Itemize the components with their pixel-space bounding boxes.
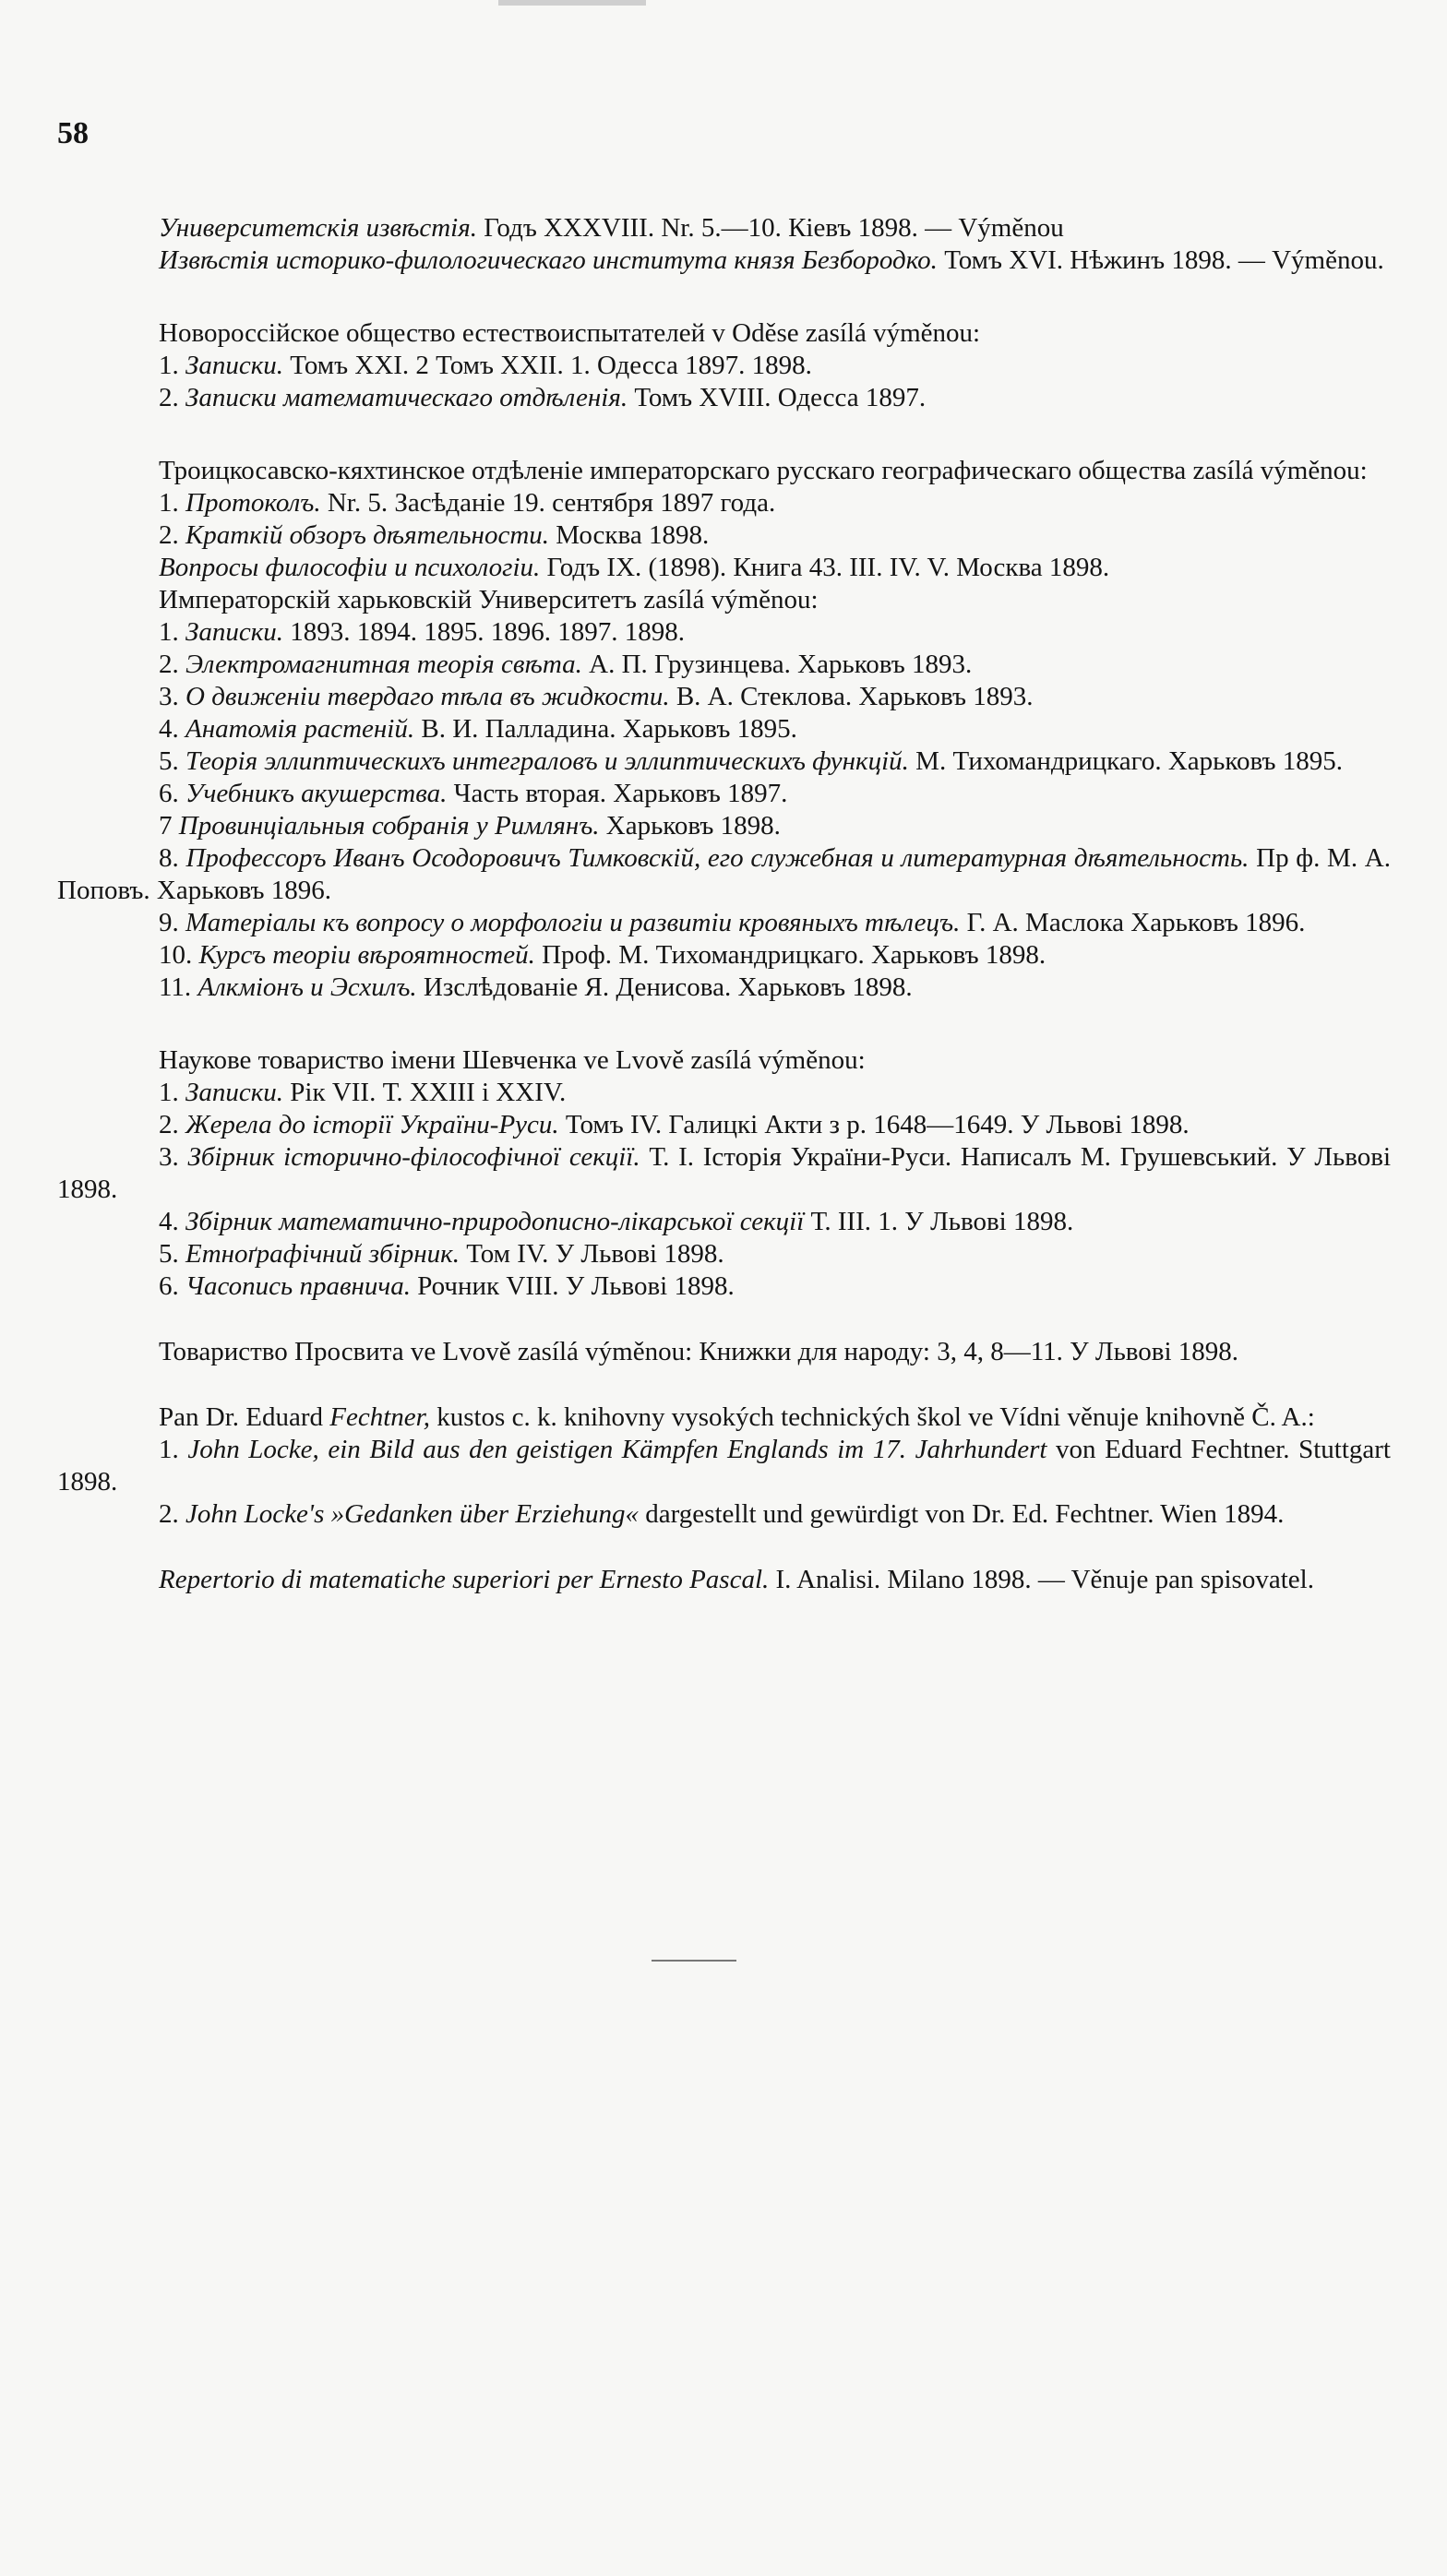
text-run: Часть вторая. Харьковъ 1897. (447, 779, 788, 808)
italic-title: Анатомія растеній. (185, 714, 415, 744)
text-run: 2. (159, 520, 185, 550)
paragraph-gap (57, 277, 1391, 317)
text-run: Годъ IX. (1898). Книга 43. III. IV. V. Москва 1898. (540, 553, 1110, 582)
text-line-l33 (57, 1564, 1391, 1596)
text-line-l23 (57, 1077, 1391, 1109)
text-run: dargestellt und gewürdigt von Dr. Ed. Fechtner. Wien 1894. (639, 1499, 1285, 1529)
text-run: Томъ XXI. 2 Томъ XXII. 1. Одесса 1897. 1898. (283, 351, 812, 380)
text-run: 9. (159, 908, 185, 937)
text-run: kustos c. k. knihovny vysokých technických škol ve Vídni věnuje knihovně Č. A.: (429, 1402, 1315, 1432)
text-run: Томъ XVI. Нѣжинъ 1898. — Výměnou. (937, 245, 1384, 275)
text-run: 11. (159, 972, 198, 1002)
text-line-l29 (57, 1336, 1391, 1368)
text-line-l26 (57, 1206, 1391, 1238)
text-run: 2. (159, 1499, 185, 1529)
text-run: Pan Dr. Eduard (159, 1402, 330, 1432)
text-run: Том IV. У Львові 1898. (459, 1239, 724, 1269)
italic-title: John Locke's »Gedanken über Erziehung« (185, 1499, 640, 1529)
text-run: 4. (159, 1207, 185, 1236)
text-line-l28 (57, 1270, 1391, 1303)
italic-title: Записки. (185, 351, 284, 380)
paragraph-gap (57, 1004, 1391, 1044)
text-run: 1. (159, 351, 185, 380)
text-line-l31 (57, 1434, 1391, 1498)
italic-title: Профессоръ Иванъ Осодоровичъ Тимковскій, его служебная и литературная дѣятельность. (185, 843, 1250, 873)
text-line-l11 (57, 616, 1391, 649)
text-line-l5 (57, 382, 1391, 414)
text-line-l12 (57, 649, 1391, 681)
italic-title: Университетскія извѣстія. (159, 213, 477, 243)
text-run: 5. (159, 1239, 185, 1269)
text-run: 2. (159, 650, 185, 679)
text-line-l13 (57, 681, 1391, 713)
text-line-l1 (57, 212, 1391, 244)
text-run: Рік VII. Т. XXIII і XXIV. (283, 1078, 567, 1107)
italic-title: Учебникъ акушерства. (185, 779, 448, 808)
text-line-l21 (57, 972, 1391, 1004)
text-line-l6 (57, 455, 1391, 487)
text-line-l25 (57, 1141, 1391, 1206)
text-run: 3. (159, 1142, 188, 1172)
text-run: Москва 1898. (549, 520, 710, 550)
text-line-l17 (57, 810, 1391, 842)
text-line-l18 (57, 842, 1391, 907)
text-line-l3 (57, 317, 1391, 350)
text-line-l20 (57, 939, 1391, 972)
text-line-l15 (57, 745, 1391, 778)
text-run: 6. (159, 779, 185, 808)
text-run: Томъ XVIII. Одесса 1897. (628, 383, 927, 412)
text-line-l9 (57, 552, 1391, 584)
text-run: М. Тихомандрицкаго. Харьковъ 1895. (908, 746, 1343, 776)
text-run: von Eduard Fechtner. Stuttgart 1898. (57, 1435, 1391, 1497)
text-line-l22 (57, 1044, 1391, 1077)
italic-title: Протоколъ. (185, 488, 321, 518)
text-run: Г. А. Маслока Харьковъ 1896. (960, 908, 1306, 937)
text-run: 1. (159, 1435, 188, 1464)
text-line-l30 (57, 1401, 1391, 1434)
italic-title: Записки математическаго отдѣленія. (185, 383, 628, 412)
italic-title: Записки. (185, 1078, 284, 1107)
text-run: 1. (159, 617, 185, 647)
text-run: Т. III. 1. У Львові 1898. (804, 1207, 1074, 1236)
italic-title: Краткій обзоръ дѣятельности. (185, 520, 550, 550)
paragraph-gap (57, 1368, 1391, 1401)
italic-title: Часопись правнича. (185, 1271, 412, 1301)
text-run: Годъ XXXVIII. Nr. 5.—10. Кіевъ 1898. — Výměnou (476, 213, 1064, 243)
italic-title: Алкміонъ и Эсхилъ. (197, 972, 417, 1002)
text-run: Троицкосавско-кяхтинское отдѣленіе императорскаго русскаго географическаго общества zasílá výměnou: (159, 456, 1368, 485)
page-number: 58 (57, 116, 89, 150)
text-line-l16 (57, 778, 1391, 810)
text-run: Nr. 5. Засѣданіе 19. сентября 1897 года. (320, 488, 776, 518)
text-line-l2 (57, 244, 1391, 277)
text-run: Новороссійское общество естествоиспытателей v Oděse zasílá výměnou: (159, 318, 981, 348)
italic-title: Извѣстія историко-филологическаго института князя Безбородко. (159, 245, 938, 275)
text-run: 10. (159, 940, 199, 970)
italic-title: Электромагнитная теорія свѣта. (185, 650, 582, 679)
italic-title: Збірник математично-природописно-лікарської секції (185, 1207, 805, 1236)
text-line-l14 (57, 713, 1391, 745)
text-line-l32 (57, 1498, 1391, 1531)
text-line-l19 (57, 907, 1391, 939)
text-run: 1893. 1894. 1895. 1896. 1897. 1898. (283, 617, 686, 647)
italic-title: Записки. (185, 617, 284, 647)
paragraph-gap (57, 1531, 1391, 1564)
text-run: Т. I. Історія України-Руси. Написалъ М. Грушевський. У Львові 1898. (57, 1142, 1391, 1204)
italic-title: Fechtner, (329, 1402, 430, 1432)
paragraph-gap (57, 414, 1391, 455)
text-run: Наукове товариство імени Шевченка ve Lvově zasílá výměnou: (159, 1045, 866, 1075)
text-run: Проф. М. Тихомандрицкаго. Харьковъ 1898. (534, 940, 1046, 970)
italic-title: John Locke, ein Bild aus den geistigen Kämpfen Englands im 17. Jahrhundert (187, 1435, 1047, 1464)
text-run: Товариство Просвита ve Lvově zasílá výměnou: Книжки для народу: 3, 4, 8—11. У Львові 1898. (159, 1337, 1239, 1366)
text-run: 8. (159, 843, 186, 873)
italic-title: Жерела до історії України-Руси. (185, 1110, 559, 1139)
italic-title: О движеніи твердаго тѣла въ жидкости. (185, 682, 670, 711)
end-rule (652, 1960, 736, 1962)
italic-title: Теорія эллиптическихъ интеграловъ и эллиптическихъ функцій. (185, 746, 909, 776)
italic-title: Вопросы философіи и психологіи. (159, 553, 541, 582)
paragraph-gap (57, 1303, 1391, 1336)
text-run: 4. (159, 714, 185, 744)
text-run: Рочник VIII. У Львові 1898. (411, 1271, 735, 1301)
italic-title: Збірник історично-філософічної секції. (187, 1142, 640, 1172)
text-run: В. А. Стеклова. Харьковъ 1893. (669, 682, 1034, 711)
text-run: 1. (159, 1078, 185, 1107)
text-run: 3. (159, 682, 185, 711)
text-run: 2. (159, 1110, 185, 1139)
italic-title: Курсъ теоріи вѣроятностей. (198, 940, 535, 970)
text-run: В. И. Палладина. Харьковъ 1895. (414, 714, 797, 744)
text-run: Томъ IV. Галицкі Акти з р. 1648—1649. У Львові 1898. (558, 1110, 1190, 1139)
text-run: Императорскій харьковскій Университетъ zasílá výměnou: (159, 585, 819, 614)
page-body (57, 212, 1391, 1596)
text-line-l8 (57, 519, 1391, 552)
scan-artifact (498, 0, 646, 6)
text-run: 7 (159, 811, 179, 841)
text-run: 1. (159, 488, 185, 518)
text-line-l7 (57, 487, 1391, 519)
italic-title: Repertorio di matematiche superiori per Ernesto Pascal. (159, 1565, 770, 1594)
italic-title: Провинціальныя собранія у Римлянъ. (178, 811, 600, 841)
text-run: Харьковъ 1898. (599, 811, 781, 841)
text-run: 2. (159, 383, 185, 412)
italic-title: Матеріалы къ вопросу о морфологіи и развитіи кровяныхъ тѣлецъ. (185, 908, 961, 937)
text-run: I. Analisi. Milano 1898. — Věnuje pan spisovatel. (769, 1565, 1314, 1594)
text-line-l24 (57, 1109, 1391, 1141)
text-run: А. П. Грузинцева. Харьковъ 1893. (581, 650, 973, 679)
text-run: 6. (159, 1271, 185, 1301)
text-run: 5. (159, 746, 185, 776)
text-line-l4 (57, 350, 1391, 382)
text-line-l10 (57, 584, 1391, 616)
text-run: Изслѣдованіе Я. Денисова. Харьковъ 1898. (416, 972, 913, 1002)
text-run: Пр ф. М. А. Поповъ. Харьковъ 1896. (57, 843, 1391, 905)
text-line-l27 (57, 1238, 1391, 1270)
italic-title: Етноґрафічний збірник. (185, 1239, 460, 1269)
